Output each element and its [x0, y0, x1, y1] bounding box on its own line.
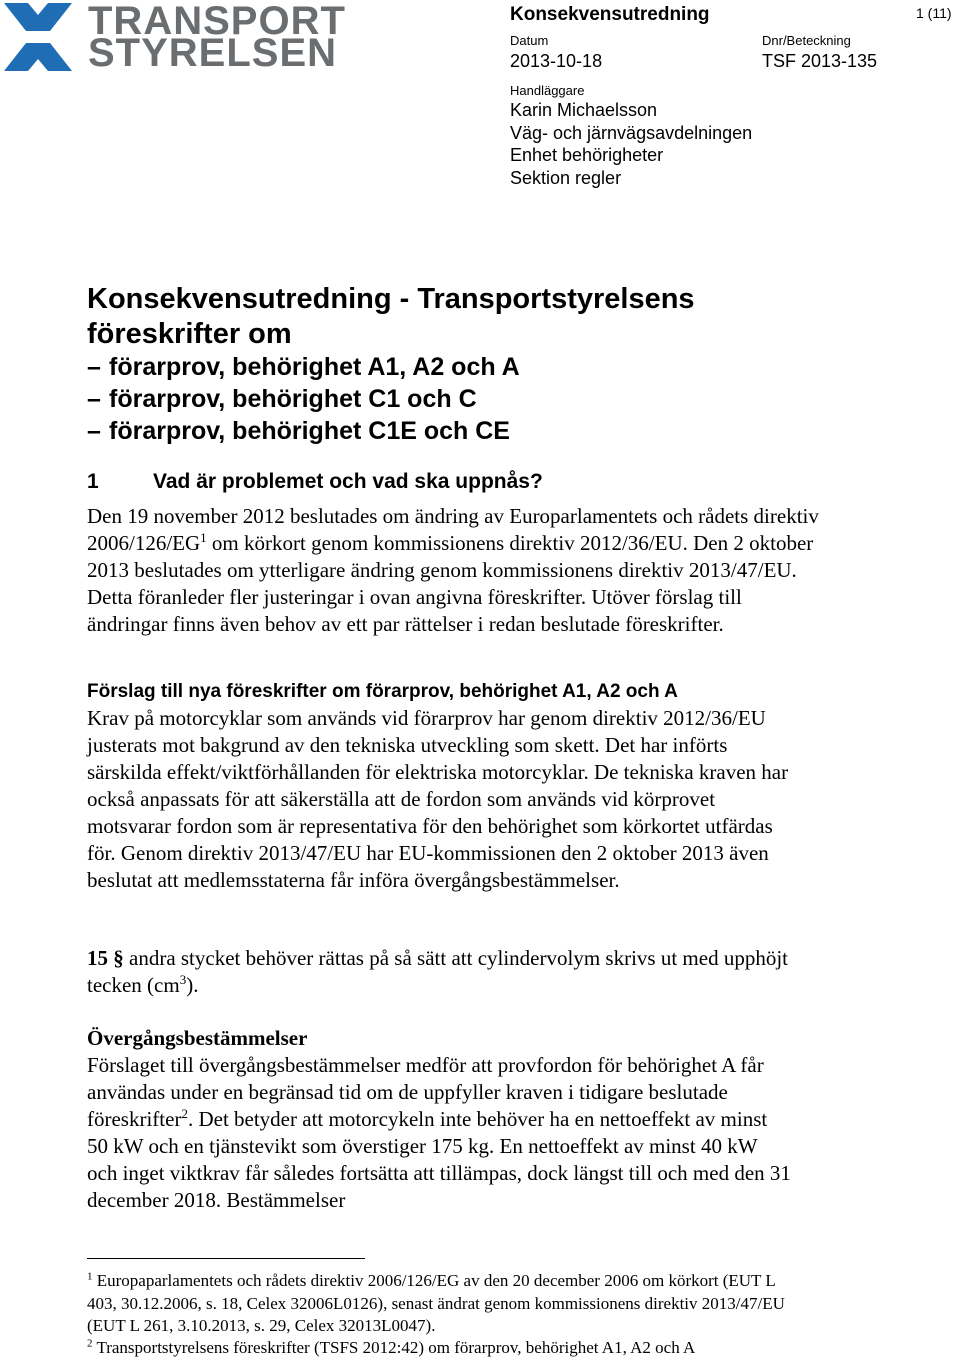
handler-unit: Enhet behörigheter [510, 145, 664, 165]
handler-label: Handläggare [510, 83, 585, 98]
footnote-1: $^1$ Europaparlamentets och rådets direktiv 2006/126/EG av den 20 december 2006 om körkort (EUT L 403, 30.12.2006, s. 18, Celex 32006L0126), senast ändrat genom kommissionens direktiv 2013/47/EU (EUT L 261, 3.10.2013, s. 29, Celex 32013L0047). [87, 1270, 785, 1335]
title-item-3: – förarprov, behörighet C1E och CE [87, 417, 510, 445]
logo-mark-icon [4, 3, 72, 71]
footnote-number: 2 [87, 1337, 93, 1350]
handler-name: Karin Michaelsson [510, 100, 658, 120]
footnote-2: $^2$ Transportstyrelsens föreskrifter (TSFS 2012:42) om förarprov, behörighet A1, A2 och A [87, 1337, 696, 1357]
subheading-transitional: Övergångsbestämmelser [87, 1026, 308, 1050]
footnote-number: 1 [87, 1270, 93, 1283]
document-title-line2: föreskrifter om [87, 318, 292, 350]
reference-value: TSF 2013-135 [762, 51, 878, 71]
handler-section: Sektion regler [510, 168, 622, 188]
page-number: 1 (11) [916, 5, 952, 21]
document-title-line1: Konsekvensutredning - Transportstyrelsens [87, 283, 695, 315]
subheading-proposal: Förslag till nya föreskrifter om förarprov, behörighet A1, A2 och A [87, 681, 678, 702]
section-ref: 15 § [87, 946, 124, 970]
section-number: 1 [87, 470, 99, 493]
logo [4, 3, 72, 76]
logo-text-line1: TRANSPORT [88, 0, 346, 43]
paragraph-transitional: Förslaget till övergångsbestämmelser medför att provfordon för behörighet A får användas under en begränsad tid om de uppfyller kraven i tidigare beslutade föreskrifter$^2$. Det betyder att motorcykeln inte behöver ha en nettoeffekt av minst 50 kW och en tjänstevikt som överstiger 175 kg. En nettoeffekt av minst 40 kW och inget viktkrav får således fortsätta att tillämpas, dock längst till och med den 31 december 2018. Bestämmelser [87, 1053, 791, 1212]
paragraph-problem: Den 19 november 2012 beslutades om ändring av Europarlamentets och rådets direktiv $2006/126/EG^1$ om körkort genom kommissionens direktiv 2012/36/EU. Den 2 oktober 2013 beslutades om ytterligare ändring genom kommissionens direktiv 2013/47/EU. Detta föranleder fler justeringar i ovan angivna föreskrifter. Utöver förslag till ändringar finns även behov av ett par rättelser i redan beslutade föreskrifter. [87, 504, 819, 636]
section-title: Vad är problemet och vad ska uppnås? [153, 470, 543, 493]
dash-glyph: – [87, 417, 101, 445]
logo-text-line2: STYRELSEN [88, 31, 338, 75]
paragraph-requirements: Krav på motorcyklar som används vid förarprov har genom direktiv 2012/36/EU justerats mot bakgrund av den tekniska utveckling som skett. Det har införts särskilda effekt/viktförhållanden för elektriska motorcyklar. De tekniska kraven har också anpassats för att säkerställa att de fordon som används vid körprovet motsvarar fordon som är representativa för den behörighet som körkortet utfärdas för. Genom direktiv 2013/47/EU har EU-kommissionen den 2 oktober 2013 även beslutat att medlemsstaterna får införa övergångsbestämmelser. [87, 706, 789, 892]
title-item-2: – förarprov, behörighet C1 och C [87, 385, 477, 413]
footnote-divider [87, 1258, 365, 1259]
dash-glyph: – [87, 385, 101, 413]
date-label: Datum [510, 33, 549, 48]
footnote-ref-1: 1 [200, 530, 207, 545]
paragraph-section-15: 15 § andra stycket behöver rättas på så sätt att cylindervolym skrivs ut med upphöjt tecken $(cm^3)$. [87, 946, 788, 997]
document-type: Konsekvensutredning [510, 4, 710, 25]
footnote-ref-2: 2 [181, 1106, 188, 1121]
superscript-3: 3 [179, 972, 187, 987]
section-heading [87, 470, 543, 494]
date-value: 2013-10-18 [510, 51, 603, 71]
handler-department: Väg- och järnvägsavdelningen [510, 123, 753, 143]
dash-glyph: – [87, 353, 101, 381]
title-item-1: – förarprov, behörighet A1, A2 och A [87, 353, 520, 381]
reference-label: Dnr/Beteckning [762, 33, 851, 48]
